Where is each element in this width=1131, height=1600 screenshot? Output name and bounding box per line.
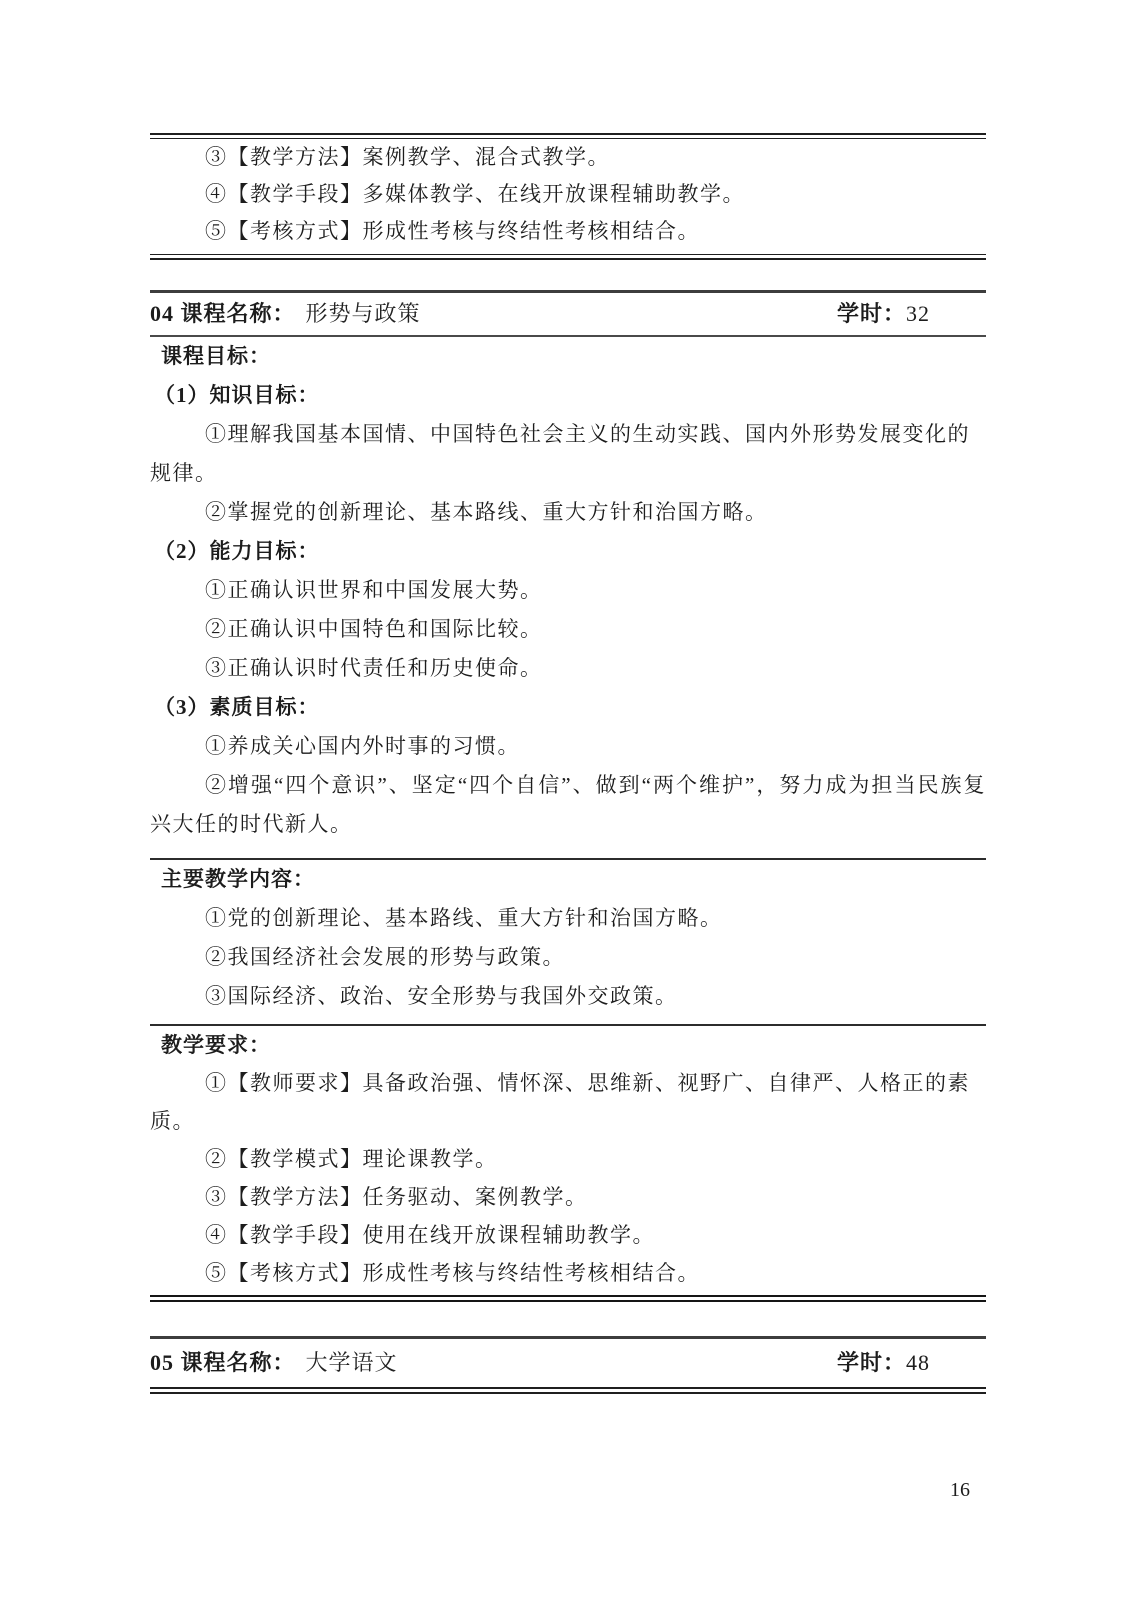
group-title-knowledge: （1）知识目标： [154,383,320,407]
course-04-objectives [150,337,986,844]
course-04-teaching-requirements [150,1026,986,1292]
rule-block-end-double [150,254,986,260]
list-item: ①正确认识世界和中国发展大势。 [205,578,543,602]
hours-label: 学时： [836,301,906,326]
list-item: ③正确认识时代责任和历史使命。 [205,656,543,680]
course-name: 大学语文 [305,1350,398,1375]
list-item: ①党的创新理论、基本路线、重大方针和治国方略。 [205,906,723,930]
list-item: ②增强“四个意识”、坚定“四个自信”、做到“两个维护”，努力成为担当民族复兴大任的时代新人。 [150,773,986,836]
list-item: ③国际经济、政治、安全形势与我国外交政策。 [205,984,678,1008]
document-content [150,0,986,1394]
list-item: ②【教学模式】理论课教学。 [205,1147,498,1171]
list-item: ⑤【考核方式】形成性考核与终结性考核相结合。 [205,219,700,243]
list-item: ①理解我国基本国情、中国特色社会主义的生动实践、国内外形势发展变化的规律。 [150,422,970,485]
section-title-objectives: 课程目标： [161,344,271,368]
rule-block-end-double [150,1295,986,1302]
course-number-label: 05 课程名称： [150,1350,296,1375]
hours-value: 48 [906,1350,930,1375]
list-item: ④【教学手段】使用在线开放课程辅助教学。 [205,1223,655,1247]
course-04-header [150,290,986,337]
course-04-teaching-content [150,860,986,1024]
rule-block-end-double [150,1387,986,1394]
page-number: 16 [950,1479,970,1501]
course-05-header-row [150,1339,986,1387]
section-title-requirements: 教学要求： [161,1033,271,1057]
list-item: ⑤【考核方式】形成性考核与终结性考核相结合。 [205,1261,700,1285]
list-item: ④【教学手段】多媒体教学、在线开放课程辅助教学。 [205,182,745,206]
group-title-quality: （3）素质目标： [154,695,320,719]
list-item: ③【教学方法】任务驱动、案例教学。 [205,1185,588,1209]
course-hours [837,293,930,335]
course-05-header [150,1336,986,1387]
list-item: ②我国经济社会发展的形势与政策。 [205,945,565,969]
course-04-header-row [150,293,986,335]
section-title-content: 主要教学内容： [161,867,315,891]
course-name: 形势与政策 [305,301,421,326]
list-item: ②正确认识中国特色和国际比较。 [205,617,543,641]
course-03-requirements-tail [150,139,986,250]
list-item: ②掌握党的创新理论、基本路线、重大方针和治国方略。 [205,500,768,524]
course-number-label: 04 课程名称： [150,301,296,326]
list-item: ③【教学方法】案例教学、混合式教学。 [205,145,610,169]
course-hours [837,1339,930,1387]
hours-label: 学时： [836,1350,906,1375]
group-title-ability: （2）能力目标： [154,539,320,563]
hours-value: 32 [906,301,930,326]
list-item: ①【教师要求】具备政治强、情怀深、思维新、视野广、自律严、人格正的素质。 [150,1071,970,1133]
list-item: ①养成关心国内外时事的习惯。 [205,734,520,758]
